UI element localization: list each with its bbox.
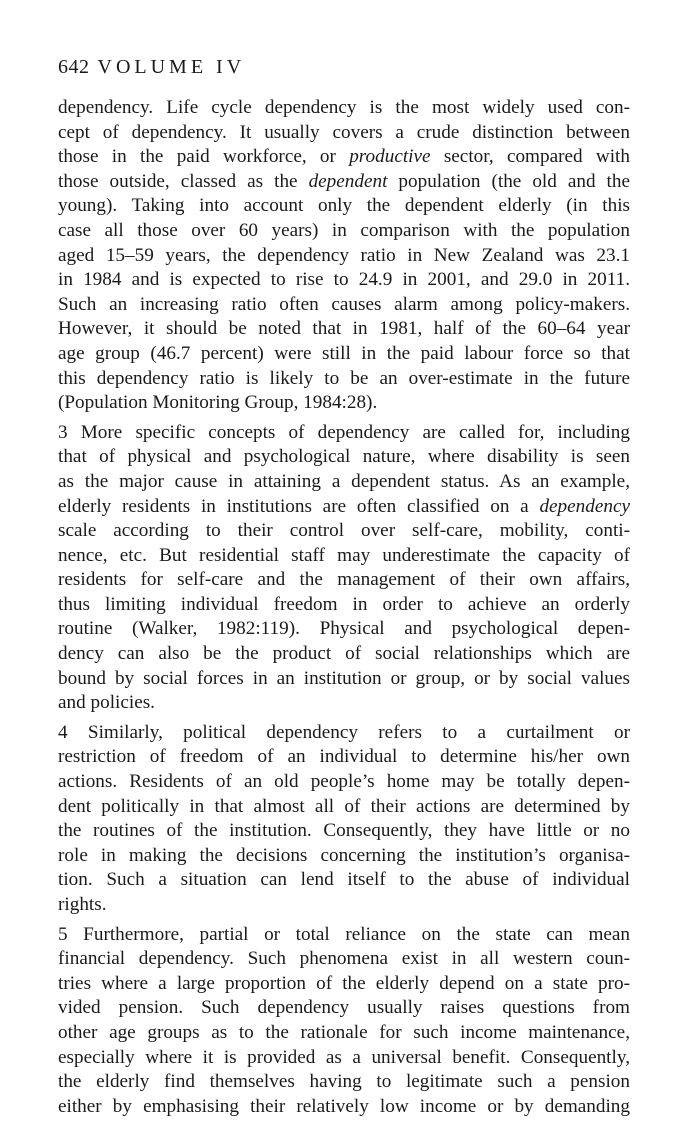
text-line — [58, 923, 630, 948]
text-run: dependency. Life cycle dependency is the most widely used con- — [58, 97, 630, 118]
text-line — [58, 268, 630, 293]
text-run: those outside, classed as the — [58, 170, 309, 192]
text-run: either by emphasising their relatively low income or by demanding — [58, 1095, 630, 1117]
text-line — [58, 972, 630, 997]
text-line — [58, 544, 630, 569]
text-run: thus limiting individual freedom in order to achieve an orderly — [58, 593, 630, 615]
italic-term: dependency — [539, 495, 630, 517]
text-run: Such an increasing ratio often causes alarm among policy-makers. — [58, 293, 630, 315]
text-run: role in making the decisions concerning the institution’s organisa- — [58, 844, 630, 866]
text-line — [58, 642, 630, 667]
text-run: age group (46.7 percent) were still in the paid labour force so that — [58, 342, 630, 364]
text-line — [58, 667, 630, 692]
text-line — [58, 745, 630, 770]
paragraph — [58, 96, 630, 416]
text-line — [58, 770, 630, 795]
text-run: the elderly find themselves having to legitimate such a pension — [58, 1071, 630, 1093]
text-run: young). Taking into account only the dependent elderly (in this — [58, 195, 630, 217]
volume-title: VOLUME IV — [97, 56, 246, 78]
text-run: 4 Similarly, political dependency refers to a curtailment or — [58, 721, 630, 743]
text-run: residents for self-care and the management of their own affairs, — [58, 569, 630, 591]
text-line — [58, 367, 630, 392]
text-run: vided pension. Such dependency usually raises questions from — [58, 997, 630, 1019]
paragraph — [58, 923, 630, 1120]
text-line — [58, 121, 630, 146]
text-line — [58, 1095, 630, 1120]
text-run: dency can also be the product of social relationships which are — [58, 643, 630, 665]
text-run: (Population Monitoring Group, 1984:28). — [58, 392, 378, 414]
text-line — [58, 293, 630, 318]
text-run: 3 More specific concepts of dependency are called for, including — [58, 421, 630, 443]
text-line — [58, 1046, 630, 1071]
text-run: 5 Furthermore, partial or total reliance on the state can mean — [58, 923, 630, 945]
text-run: nence, etc. But residential staff may underestimate the capacity of — [58, 544, 630, 566]
text-line — [58, 691, 630, 716]
text-run: tries where a large proportion of the elderly depend on a state pro- — [58, 972, 630, 994]
text-line — [58, 421, 630, 446]
text-line — [58, 194, 630, 219]
text-run: especially where it is provided as a universal benefit. Consequently, — [58, 1046, 630, 1068]
text-line — [58, 96, 630, 121]
text-line — [58, 244, 630, 269]
text-line — [58, 568, 630, 593]
text-run: and policies. — [58, 692, 155, 714]
text-line — [58, 795, 630, 820]
text-run: population (the old and the — [387, 170, 630, 192]
text-line — [58, 470, 630, 495]
text-run: scale according to their control over self-care, mobility, conti- — [58, 520, 630, 542]
text-line — [58, 145, 630, 170]
text-run: sector, compared with — [430, 146, 630, 168]
text-line — [58, 342, 630, 367]
text-run: that of physical and psychological nature, where disability is seen — [58, 446, 630, 468]
text-run: bound by social forces in an institution or group, or by social values — [58, 667, 630, 689]
text-line — [58, 893, 630, 918]
italic-term: dependent — [308, 170, 388, 192]
text-run: financial dependency. Such phenomena exist in all western coun- — [58, 948, 630, 970]
text-line — [58, 617, 630, 642]
text-line — [58, 317, 630, 342]
body-text — [58, 96, 630, 1124]
text-run: tion. Such a situation can lend itself to the abuse of individual — [58, 869, 630, 891]
text-line — [58, 721, 630, 746]
text-run: those in the paid workforce, or — [58, 146, 350, 168]
text-run: this dependency ratio is likely to be an over-estimate in the future — [58, 367, 630, 389]
text-line — [58, 495, 630, 520]
text-line — [58, 593, 630, 618]
text-run: restriction of freedom of an individual to determine his/her own — [58, 746, 630, 768]
paragraph — [58, 421, 630, 716]
text-run: routine (Walker, 1982:119). Physical and psychological depen- — [58, 618, 630, 640]
text-line — [58, 844, 630, 869]
text-line — [58, 819, 630, 844]
text-line — [58, 219, 630, 244]
text-line — [58, 391, 630, 416]
text-line — [58, 947, 630, 972]
text-line — [58, 996, 630, 1021]
text-run: dent politically in that almost all of their actions are determined by — [58, 795, 630, 817]
text-run: case all those over 60 years) in comparison with the population — [58, 219, 630, 241]
text-line — [58, 170, 630, 195]
text-run: rights. — [58, 894, 107, 915]
text-run: cept of dependency. It usually covers a crude distinction between — [58, 121, 630, 143]
page-number: 642 — [58, 56, 90, 78]
text-run: the routines of the institution. Consequently, they have little or no — [58, 820, 630, 842]
text-run: actions. Residents of an old people’s home may be totally depen- — [58, 771, 630, 793]
text-line — [58, 445, 630, 470]
text-line — [58, 1021, 630, 1046]
text-run: elderly residents in institutions are often classified on a — [58, 495, 540, 517]
italic-term: productive — [349, 146, 431, 168]
text-run: other age groups as to the rationale for such income maintenance, — [58, 1021, 630, 1043]
text-run: aged 15–59 years, the dependency ratio in New Zealand was 23.1 — [58, 244, 630, 266]
text-run: However, it should be noted that in 1981, half of the 60–64 year — [58, 318, 630, 340]
text-run: as the major cause in attaining a dependent status. As an example, — [58, 470, 630, 492]
paragraph — [58, 721, 630, 918]
text-line — [58, 1070, 630, 1095]
text-run: in 1984 and is expected to rise to 24.9 in 2001, and 29.0 in 2011. — [58, 269, 630, 291]
running-header — [58, 56, 245, 79]
text-line — [58, 868, 630, 893]
text-line — [58, 519, 630, 544]
